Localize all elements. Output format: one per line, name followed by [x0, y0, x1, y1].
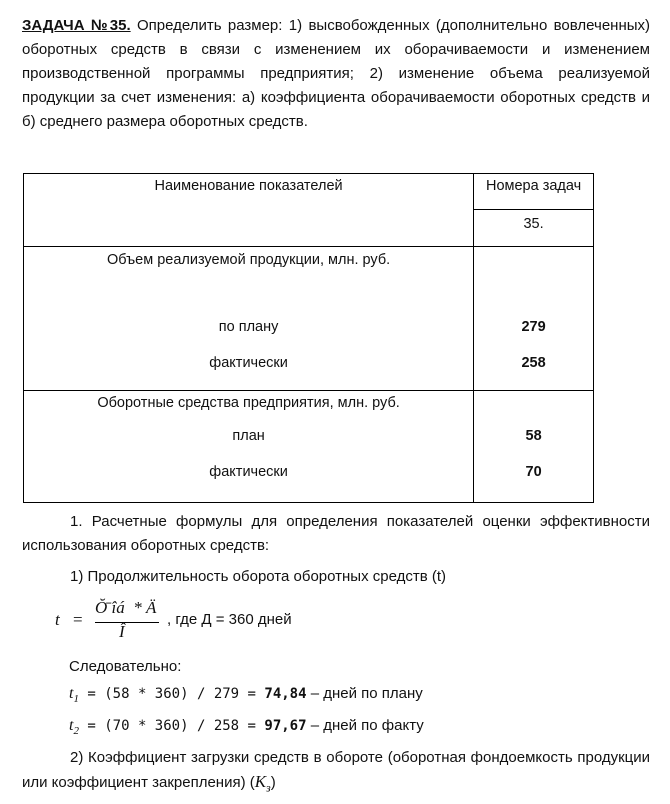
row-value: 258	[521, 355, 546, 371]
formula-lhs: t	[55, 610, 60, 629]
formula-denominator: Î	[119, 622, 125, 641]
paragraph-turnover-duration: 1) Продолжительность оборота оборотных средств (t)	[70, 568, 447, 585]
row-value: 70	[525, 464, 542, 480]
parameters-table	[23, 173, 594, 503]
paragraph-load-coefficient: 2) Коэффициент загрузки средств в обороте (оборотная фондоемкость продукции или коэффициент закрепления) $(К_з)$	[22, 749, 650, 795]
group-working-capital	[24, 391, 474, 503]
row-label: по плану	[218, 319, 279, 335]
paragraph-therefore: Следовательно:	[69, 658, 182, 675]
group-title: Оборотные средства предприятия, млн. руб.	[97, 395, 400, 411]
fraction-bar	[95, 622, 159, 623]
formula-note: , где Д = 360 дней	[167, 611, 292, 628]
row-label: фактически	[209, 464, 288, 480]
task-heading: ЗАДАЧА №35.	[22, 17, 131, 34]
header-task-number-value: 35.	[474, 210, 594, 247]
header-indicator-name: Наименование показателей	[24, 174, 474, 247]
paragraph-formulas-intro: 1. Расчетные формулы для определения показателей оценки эффективности использования оборотных средств:	[22, 513, 650, 554]
task-statement	[22, 14, 650, 134]
header-task-numbers: Номера задач	[474, 174, 594, 210]
result-fact: 97,67	[264, 718, 307, 734]
group-sales-values	[474, 247, 594, 391]
coefficient-symbol: $К_з$	[254, 772, 271, 795]
turnover-formula	[55, 598, 355, 650]
result-plan: 74,84	[264, 686, 307, 702]
calc-plan: $t_1 = (58 * 360) / 279 = 74,84$ – дней по плану	[69, 685, 423, 705]
group-title: Объем реализуемой продукции, млн. руб.	[106, 252, 391, 268]
formula-equals: =	[73, 610, 83, 629]
group-sales-volume	[24, 247, 474, 391]
group-capital-values	[474, 391, 594, 503]
row-label: фактически	[209, 355, 288, 371]
calc-fact: $t_2 = (70 * 360) / 258 = 97,67$ – дней по факту	[69, 717, 424, 737]
formula-numerator: Ŏ̄ îá * Ä	[95, 598, 157, 617]
row-label: план	[232, 428, 265, 444]
row-value: 58	[525, 428, 542, 444]
task-text: Определить размер: 1) высвобожденных (дополнительно вовлеченных) оборотных средств в связи с изменением их оборачиваемости и изменением производственной программы предприятия; 2) изменение объема реализуемой продукции за счет изменения: а) коэффициента оборачиваемости оборотных средств и б) среднего размера оборотных средств.	[22, 17, 650, 130]
row-value: 279	[521, 319, 546, 335]
